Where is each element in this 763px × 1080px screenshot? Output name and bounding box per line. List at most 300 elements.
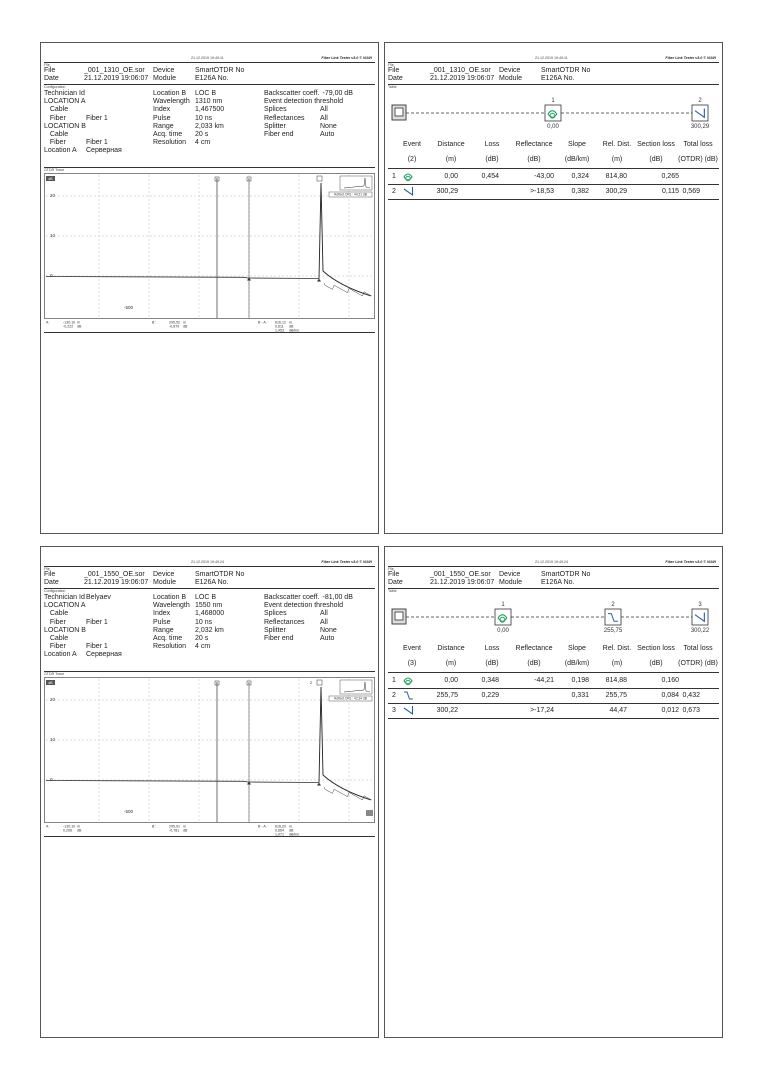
table-row-rule	[388, 718, 719, 719]
table-header-rule	[388, 168, 719, 169]
date-value: 21.12.2019 19:06:07	[430, 75, 495, 82]
event-rel-distance: 255,75	[605, 692, 627, 699]
config-row	[153, 627, 224, 635]
config-value: 10 ns	[195, 618, 213, 626]
cursor-level-unit: dB	[183, 828, 188, 833]
y-tick-label: 10	[50, 233, 56, 238]
cursor-distance: 616,20	[275, 824, 286, 829]
config-row	[153, 106, 224, 114]
config-key: Location A	[44, 651, 77, 659]
config-value: All	[320, 610, 328, 618]
config-key: LOCATION B	[44, 122, 86, 130]
device-value: SmartOTDR No	[541, 67, 591, 74]
fiber-end-icon	[402, 706, 416, 716]
orl-value: Reflect.ORL : 42,34 dB	[334, 696, 367, 701]
trace-footer-rule	[44, 836, 375, 837]
table-rule	[388, 84, 719, 85]
config-key: Splices	[264, 106, 287, 114]
config-row	[44, 123, 122, 131]
event-distance: 0,00	[444, 677, 458, 684]
cursor-level: 0,206	[63, 828, 72, 833]
end-marker-box	[317, 176, 322, 181]
otdr-trace-chart	[44, 677, 375, 837]
cursor-level: -0,781	[169, 828, 180, 833]
file-name: _001_1550_OE.sor	[430, 571, 491, 578]
trace-rule	[44, 167, 375, 168]
config-row	[44, 131, 122, 139]
event-number: 1	[392, 173, 396, 180]
config-row	[153, 635, 224, 643]
report-page-1550-trace	[40, 546, 379, 1038]
cursor-a-label: A	[247, 681, 251, 686]
cursor-slope: 1,453	[275, 328, 284, 333]
link-event-number: 2	[611, 602, 615, 608]
header-rule	[388, 566, 719, 567]
event-section-loss: 0,012	[661, 707, 679, 714]
brand-label: Fiber Link Tester v3.0 © VIAVI	[321, 560, 372, 564]
module-label: Module	[153, 579, 176, 586]
section-label-file: File	[388, 63, 394, 67]
link-event-number: 1	[501, 602, 505, 608]
config-value: LOC B	[195, 594, 217, 601]
cursor-readout-label: A :	[46, 824, 51, 829]
config-key: Cable	[44, 106, 69, 114]
link-event-distance: 255,75	[603, 628, 623, 634]
config-left-column	[44, 90, 122, 156]
db-badge-label: dB	[48, 177, 53, 181]
section-label-file: File	[44, 567, 50, 571]
config-key: Location B	[153, 90, 187, 97]
splice-event-icon	[404, 692, 413, 699]
device-value: SmartOTDR No	[195, 571, 245, 578]
reflective-event-icon	[404, 174, 412, 180]
cursor-readout-label: B :	[152, 824, 157, 829]
link-event-number: 3	[698, 602, 702, 608]
config-row	[153, 610, 224, 618]
config-value: 1310 nm	[195, 98, 223, 106]
config-row	[44, 594, 122, 602]
config-value: 1,468000	[195, 610, 225, 618]
config-key: Cable	[44, 634, 69, 642]
column-unit: (m)	[445, 156, 457, 163]
column-header: Slope	[568, 141, 586, 148]
cursor-distance-unit: m	[77, 320, 80, 325]
report-page-1310-table	[384, 42, 723, 534]
config-value: Серверная	[86, 651, 122, 659]
event-section-loss: 0,265	[661, 173, 679, 180]
config-value: -79,00 dB	[322, 90, 353, 97]
cursor-distance-unit: m	[289, 824, 292, 829]
config-value: Fiber 1	[86, 114, 108, 122]
config-left-column	[44, 594, 122, 660]
table-row-rule	[388, 688, 719, 689]
config-key: Location B	[153, 594, 187, 601]
event-reflectance: -43,00	[534, 173, 554, 180]
event-loss: 0,348	[481, 677, 499, 684]
cursor-level-unit: dB	[77, 324, 82, 329]
link-event-box	[692, 105, 708, 121]
config-value: All	[320, 114, 328, 122]
config-value: None	[320, 122, 337, 130]
config-right-column	[264, 594, 353, 643]
config-mid-column	[153, 90, 224, 147]
device-value: SmartOTDR No	[541, 571, 591, 578]
table-row-rule	[388, 703, 719, 704]
cursor-distance-unit: m	[289, 320, 292, 325]
event-table	[388, 645, 719, 729]
config-row	[44, 635, 122, 643]
cursor-level-unit: dB	[77, 828, 82, 833]
config-row	[264, 602, 353, 610]
config-value: Fiber 1	[86, 139, 108, 147]
cursor-level-unit: dB	[289, 324, 294, 329]
device-label: Device	[499, 571, 521, 578]
config-value: None	[320, 626, 337, 634]
config-key: Splices	[264, 610, 287, 618]
link-event-distance: 0,00	[497, 628, 509, 634]
config-row	[264, 131, 353, 139]
brand-label: Fiber Link Tester v3.0 © VIAVI	[665, 56, 716, 60]
cursor-level: 0,664	[275, 828, 284, 833]
config-value: Серверная	[86, 147, 122, 155]
config-value: 1550 nm	[195, 602, 223, 610]
section-label-config: Configuration	[44, 589, 66, 593]
fiber-end-icon	[404, 706, 413, 714]
header-rule	[44, 566, 375, 567]
config-row	[44, 651, 122, 659]
link-event-box	[692, 609, 708, 625]
config-key: Fiber	[44, 643, 66, 651]
reflective-start-icon	[402, 676, 416, 686]
config-key: Range	[153, 626, 174, 634]
config-row	[153, 139, 224, 147]
print-timestamp: 21.12.2019 19:49:24	[535, 560, 568, 564]
config-key: Fiber	[44, 139, 66, 147]
config-row	[44, 106, 122, 114]
config-key: Pulse	[153, 618, 171, 626]
config-value: Belyaev	[86, 594, 111, 601]
table-header-rule	[388, 672, 719, 673]
date-label: Date	[44, 75, 59, 82]
column-header: Loss	[484, 645, 500, 652]
column-header: Section loss	[637, 141, 675, 148]
config-key: LOCATION A	[44, 602, 86, 610]
link-event-distance: 0,00	[547, 124, 559, 130]
column-unit: (m)	[445, 660, 457, 667]
file-label: File	[44, 571, 56, 578]
config-row	[44, 147, 122, 155]
section-label-file: File	[388, 567, 394, 571]
end-marker-number: 2	[309, 680, 313, 685]
column-unit: (dB/km)	[564, 660, 590, 667]
event-section-loss: 0,160	[661, 677, 679, 684]
column-unit: (m)	[611, 156, 623, 163]
link-view-diagram	[388, 595, 719, 639]
table-rule	[388, 588, 719, 589]
config-key: Acq. time	[153, 130, 183, 138]
config-row	[153, 594, 224, 602]
config-key: Backscatter coeff.	[264, 594, 320, 601]
config-key: Event detection threshold	[264, 98, 343, 106]
config-value: All	[320, 618, 328, 626]
cursor-slope-unit: dB/km	[289, 832, 300, 837]
event-number: 2	[392, 188, 396, 195]
column-header: Rel. Dist.	[602, 645, 632, 652]
cursor-slope: 1,071	[275, 832, 284, 837]
config-row	[153, 619, 224, 627]
config-row	[44, 619, 122, 627]
config-row	[44, 602, 122, 610]
config-key: Resolution	[153, 139, 187, 147]
config-key: Resolution	[153, 643, 187, 651]
config-key: Backscatter coeff.	[264, 90, 320, 97]
cursor-level-unit: dB	[289, 828, 294, 833]
link-event-number: 2	[698, 98, 702, 104]
event-slope: 0,324	[571, 173, 589, 180]
link-event-distance: 300,22	[690, 628, 710, 634]
config-row	[264, 106, 353, 114]
print-timestamp: 21.12.2019 19:49:11	[191, 56, 224, 60]
config-key: Technician Id	[44, 90, 85, 97]
cursor-distance: -130,10	[63, 824, 76, 829]
config-value: Auto	[320, 130, 335, 138]
event-distance: 300,22	[436, 707, 458, 714]
config-row	[264, 619, 353, 627]
section-label-trace: OTDR Trace	[44, 672, 65, 676]
cursor-distance-unit: m	[183, 320, 186, 325]
event-loss: 0,454	[481, 173, 499, 180]
event-section-loss: 0,084	[661, 692, 679, 699]
fiber-end-icon	[404, 187, 413, 195]
module-value: E126A No.	[195, 75, 229, 82]
config-rule	[44, 84, 375, 85]
column-header: Rel. Dist.	[602, 141, 632, 148]
config-key: Fiber end	[264, 130, 294, 138]
trace-rule	[44, 671, 375, 672]
config-value: 20 s	[195, 634, 209, 642]
config-row	[153, 90, 224, 98]
module-value: E126A No.	[195, 579, 229, 586]
config-row	[264, 627, 353, 635]
cursor-level: 0,611	[275, 324, 284, 329]
config-row	[264, 115, 353, 123]
reflective-event-icon	[404, 678, 412, 684]
config-row	[44, 139, 122, 147]
cursor-readout-label: B - A :	[258, 824, 268, 829]
brand-label: Fiber Link Tester v3.0 © VIAVI	[665, 560, 716, 564]
config-row	[44, 610, 122, 618]
config-row	[153, 643, 224, 651]
config-value: 2,032 km	[195, 626, 224, 634]
config-key: Fiber end	[264, 634, 294, 642]
event-distance: 300,29	[436, 188, 458, 195]
section-label-table: Table	[388, 85, 397, 89]
config-value: Auto	[320, 634, 335, 642]
column-unit: (dB)	[485, 156, 499, 163]
cursor-distance: 295,52	[169, 320, 180, 325]
date-label: Date	[44, 579, 59, 586]
column-header: Section loss	[637, 645, 675, 652]
config-row	[153, 98, 224, 106]
cursor-b-label: B	[215, 177, 219, 182]
column-unit: (dB)	[485, 660, 499, 667]
scroll-handle	[366, 810, 373, 816]
config-key: Reflectances	[264, 114, 305, 122]
event-number: 1	[392, 677, 396, 684]
cursor-readout-label: A :	[46, 320, 51, 325]
config-row	[264, 594, 353, 602]
date-label: Date	[388, 75, 403, 82]
config-value: 10 ns	[195, 114, 213, 122]
cursor-a-label: A	[247, 177, 251, 182]
event-rel-distance: 814,88	[605, 677, 627, 684]
column-unit: (OTDR) (dB)	[678, 660, 718, 667]
x-tick-label: -500	[124, 305, 134, 310]
config-key: LOCATION A	[44, 98, 86, 106]
config-key: Fiber	[44, 114, 66, 122]
config-key: Splitter	[264, 626, 286, 634]
module-label: Module	[499, 75, 522, 82]
file-label: File	[388, 571, 400, 578]
print-timestamp: 21.12.2019 19:49:24	[191, 560, 224, 564]
section-label-table: Table	[388, 589, 397, 593]
module-label: Module	[499, 579, 522, 586]
module-label: Module	[153, 75, 176, 82]
config-row	[44, 115, 122, 123]
device-label: Device	[153, 67, 175, 74]
report-page-1310-trace	[40, 42, 379, 534]
event-reflectance: -44,21	[534, 677, 554, 684]
config-value: 4 cm	[195, 643, 211, 651]
event-total-loss: 0,569	[682, 188, 700, 195]
device-value: SmartOTDR No	[195, 67, 245, 74]
event-number: 2	[392, 692, 396, 699]
config-row	[44, 98, 122, 106]
event-reflectance: >-18,53	[530, 188, 554, 195]
cursor-slope-unit: dB/km	[289, 328, 300, 333]
section-label-file: File	[44, 63, 50, 67]
link-view-diagram	[388, 91, 719, 135]
x-tick-label: -500	[124, 809, 134, 814]
y-tick-label: 10	[50, 737, 56, 742]
config-value: LOC B	[195, 90, 217, 97]
event-reflectance: >-17,24	[530, 707, 554, 714]
print-timestamp: 21.12.2019 19:49:11	[535, 56, 568, 60]
column-unit: (dB)	[649, 156, 663, 163]
cursor-distance: 295,91	[169, 824, 180, 829]
event-loss: 0,229	[481, 692, 499, 699]
config-key: Wavelength	[153, 98, 190, 106]
event-rel-distance: 300,29	[605, 188, 627, 195]
config-value: 20 s	[195, 130, 209, 138]
config-value: 4 cm	[195, 139, 211, 147]
module-value: E126A No.	[541, 579, 575, 586]
section-label-config: Configuration	[44, 85, 66, 89]
otdr-source-icon-screen	[395, 612, 403, 620]
config-value: Fiber 1	[86, 643, 108, 651]
file-label: File	[388, 67, 400, 74]
y-tick-label: 0	[50, 273, 53, 278]
column-header: Slope	[568, 645, 586, 652]
column-unit: (m)	[611, 660, 623, 667]
header-rule	[388, 62, 719, 63]
column-header: Reflectance	[515, 645, 553, 652]
event-slope: 0,331	[571, 692, 589, 699]
column-unit: (dB)	[527, 660, 541, 667]
column-unit: (dB)	[649, 660, 663, 667]
config-row	[153, 602, 224, 610]
config-key: Range	[153, 122, 174, 130]
config-key: Pulse	[153, 114, 171, 122]
column-unit: (3)	[407, 660, 417, 667]
brand-label: Fiber Link Tester v3.0 © VIAVI	[321, 56, 372, 60]
column-header: Distance	[437, 645, 465, 652]
config-row	[44, 643, 122, 651]
config-key: Fiber	[44, 618, 66, 626]
config-rule	[44, 588, 375, 589]
column-header: Event	[403, 141, 421, 148]
date-value: 21.12.2019 19:06:07	[84, 75, 149, 82]
config-row	[264, 90, 353, 98]
fiber-end-icon	[402, 187, 416, 197]
non-reflective-splice-icon	[402, 691, 416, 701]
cursor-level: -0,222	[63, 324, 74, 329]
cursor-level: -0,879	[169, 324, 180, 329]
orl-value: Reflect.ORL : 44,21 dB	[334, 192, 367, 197]
table-row-rule	[388, 184, 719, 185]
column-header: Distance	[437, 141, 465, 148]
event-distance: 0,00	[444, 173, 458, 180]
config-key: LOCATION B	[44, 626, 86, 634]
column-unit: (dB)	[527, 156, 541, 163]
event-total-loss: 0,432	[682, 692, 700, 699]
config-mid-column	[153, 594, 224, 651]
device-label: Device	[499, 67, 521, 74]
plot-frame	[45, 678, 375, 823]
cursor-b-label: B	[215, 681, 219, 686]
link-event-number: 1	[551, 98, 555, 104]
config-row	[264, 98, 353, 106]
column-header: Loss	[484, 141, 500, 148]
config-key: Index	[153, 106, 171, 114]
y-tick-label: 20	[50, 193, 56, 198]
date-value: 21.12.2019 19:06:07	[84, 579, 149, 586]
file-label: File	[44, 67, 56, 74]
config-key: Cable	[44, 610, 69, 618]
config-row	[264, 635, 353, 643]
table-row-rule	[388, 199, 719, 200]
config-key: Wavelength	[153, 602, 190, 610]
column-header: Event	[403, 645, 421, 652]
config-key: Splitter	[264, 122, 286, 130]
cursor-distance: -130,10	[63, 320, 76, 325]
end-marker-box	[317, 680, 322, 685]
y-tick-label: 0	[50, 777, 53, 782]
header-rule	[44, 62, 375, 63]
cursor-distance: 616,12	[275, 320, 286, 325]
cursor-readout-label: B - A :	[258, 320, 268, 325]
config-row	[153, 123, 224, 131]
column-header: Reflectance	[515, 141, 553, 148]
config-value: -81,00 dB	[322, 594, 353, 601]
config-key: Acq. time	[153, 634, 183, 642]
reflective-start-icon	[402, 172, 416, 182]
config-right-column	[264, 90, 353, 139]
link-event-distance: 300,29	[690, 124, 710, 130]
cursor-distance-unit: m	[183, 824, 186, 829]
column-unit: (dB/km)	[564, 156, 590, 163]
config-row	[153, 115, 224, 123]
